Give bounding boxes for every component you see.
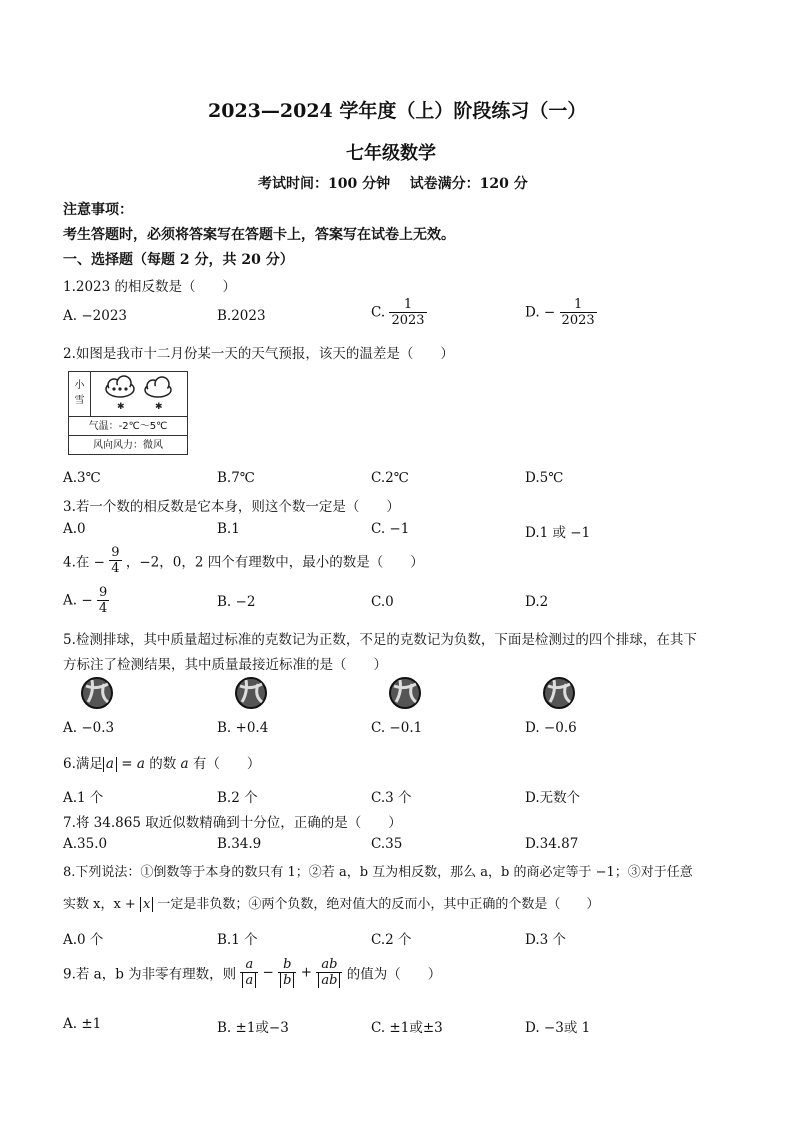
- section-heading: 一、选择题（每题 2 分，共 20 分）: [63, 252, 294, 268]
- q1-option-a: A. −2023: [63, 308, 127, 324]
- q9-f2-denominator: [278, 972, 296, 988]
- weather-condition: [69, 372, 91, 416]
- q8-line2-suffix: 一定是非负数；④两个负数，绝对值大的反而小，其中正确的个数是（ ）: [153, 897, 600, 912]
- q3-option-b: B.1: [217, 521, 240, 537]
- notes-heading: 注意事项：: [63, 202, 133, 218]
- question-6-stem: [63, 752, 260, 772]
- q6-stem-prefix: 6.满足: [63, 756, 103, 772]
- q7-option-d: D.34.87: [525, 836, 579, 852]
- question-3-stem: 3.若一个数的相反数是它本身，则这个数一定是（ ）: [63, 499, 400, 515]
- question-1-stem: 1.2023 的相反数是（ ）: [63, 279, 237, 295]
- q1-c-prefix: C.: [371, 304, 386, 321]
- q9-minus: −: [262, 964, 274, 981]
- q9-plus: +: [300, 964, 313, 981]
- q1-option-b: B.2023: [217, 308, 266, 324]
- q6-option-b: B.2 个: [217, 790, 258, 806]
- q6-var2: a: [180, 756, 189, 772]
- q6-var: a: [136, 756, 145, 772]
- volleyball-icon: [80, 676, 114, 710]
- q6-absolute-value: a: [103, 757, 117, 772]
- q4-a-prefix: A. −: [63, 592, 93, 609]
- q3-option-c: C. −1: [371, 521, 410, 537]
- q8-option-d: D.3 个: [525, 932, 567, 948]
- volleyball-icon: [388, 676, 422, 710]
- q4-option-d: D.2: [525, 594, 549, 610]
- question-4-stem: [63, 545, 424, 576]
- q5-option-a: A. −0.3: [63, 720, 115, 736]
- q9-f1-denominator: [240, 972, 258, 988]
- q9-f3-denominator: [316, 972, 342, 988]
- q5-option-d: D. −0.6: [525, 720, 577, 736]
- question-2-stem: 2.如图是我市十二月份某一天的天气预报，该天的温差是（ ）: [63, 346, 454, 362]
- q9-fraction-3: [316, 957, 342, 988]
- q9-option-c: C. ±1或±3: [371, 1020, 443, 1036]
- weather-forecast-box: [68, 371, 188, 455]
- q9-f3-numerator: ab: [321, 957, 338, 972]
- q4-a-denominator: 4: [98, 601, 108, 616]
- q9-stem-suffix: 的值为（ ）: [346, 966, 442, 983]
- question-8-stem-line2: [63, 893, 599, 912]
- weather-icons: [92, 372, 187, 416]
- q7-option-c: C.35: [371, 836, 403, 852]
- exam-info: 考试时间：100 分钟 试卷满分：120 分: [258, 176, 528, 192]
- q8-option-a: A.0 个: [63, 932, 104, 948]
- q6-option-a: A.1 个: [63, 790, 104, 806]
- svg-text:✱: ✱: [117, 402, 125, 412]
- q1-c-numerator: 1: [403, 297, 413, 312]
- q3-option-d: D.1 或 −1: [525, 525, 591, 541]
- q4-stem-denominator: 4: [111, 561, 120, 576]
- q4-a-numerator: 9: [98, 585, 108, 600]
- q4-stem-suffix: ，−2，0，2 四个有理数中，最小的数是（ ）: [125, 554, 424, 571]
- question-7-stem: 7.将 34.865 取近似数精确到十分位，正确的是（ ）: [63, 815, 402, 831]
- snow-cloud-icon-left: [106, 376, 134, 412]
- volleyball-icon: [542, 676, 576, 710]
- q6-option-d: D.无数个: [525, 790, 581, 806]
- q5-option-c: C. −0.1: [371, 720, 423, 736]
- q9-f2-abs: b: [280, 973, 294, 988]
- q6-option-c: C.3 个: [371, 790, 412, 806]
- q8-line2-prefix: 实数 x，x +: [63, 897, 140, 912]
- q2-option-b: B.7℃: [217, 470, 255, 486]
- page-title: 2023—2024 学年度（上）阶段练习（一）: [208, 100, 587, 122]
- weather-wind: 风向风力：微风: [69, 435, 187, 455]
- question-5-stem-line1: 5.检测排球，其中质量超过标准的克数记为正数，不足的克数记为负数，下面是检测过的四个排球，在其下: [63, 632, 697, 648]
- q1-d-fraction: [560, 297, 597, 328]
- volleyball-icon: [234, 676, 268, 710]
- q1-c-fraction: [389, 297, 426, 328]
- q4-option-a: [63, 585, 109, 616]
- q7-option-b: B.34.9: [217, 836, 262, 852]
- q6-stem-end: 有（ ）: [188, 756, 261, 772]
- q2-option-d: D.5℃: [525, 470, 564, 486]
- svg-text:✱: ✱: [155, 402, 163, 412]
- q9-f3-abs: ab: [318, 973, 340, 988]
- q8-absolute-value: x: [140, 897, 153, 912]
- q7-option-a: A.35.0: [63, 836, 108, 852]
- q9-fraction-1: [240, 957, 258, 988]
- q1-d-prefix: D. −: [525, 304, 556, 321]
- q6-stem-equals: =: [116, 756, 137, 772]
- snow-cloud-icon: [92, 372, 187, 416]
- question-8-stem-line1: 8.下列说法：①倒数等于本身的数只有 1；②若 a，b 互为相反数，那么 a，b 的商必定等于 −1；③对于任意: [63, 865, 693, 880]
- question-5-stem-line2: 方标注了检测结果，其中质量最接近标准的是（ ）: [63, 657, 387, 673]
- q2-option-a: A.3℃: [63, 470, 101, 486]
- q9-option-d: D. −3或 1: [525, 1020, 591, 1036]
- q5-option-b: B. +0.4: [217, 720, 269, 736]
- q9-stem-prefix: 9.若 a，b 为非零有理数，则: [63, 966, 237, 983]
- q1-option-c: [371, 297, 427, 328]
- q4-option-c: C.0: [371, 594, 394, 610]
- q9-option-b: B. ±1或−3: [217, 1020, 289, 1036]
- q9-option-a: A. ±1: [63, 1016, 102, 1032]
- q1-option-d: [525, 297, 597, 328]
- q9-f1-abs: a: [242, 973, 256, 988]
- q9-f1-numerator: a: [245, 957, 254, 972]
- q9-fraction-2: [278, 957, 296, 988]
- q8-option-b: B.1 个: [217, 932, 258, 948]
- q1-d-denominator: 2023: [561, 313, 595, 328]
- q2-option-c: C.2℃: [371, 470, 409, 486]
- q4-stem-prefix: 4.在 −: [63, 554, 105, 571]
- q4-stem-numerator: 9: [111, 545, 120, 560]
- page-subtitle: 七年级数学: [346, 143, 436, 164]
- notes-text: 考生答题时，必须将答案写在答题卡上，答案写在试卷上无效。: [63, 227, 455, 243]
- snow-cloud-icon-right: [145, 377, 171, 412]
- q3-option-a: A.0: [63, 521, 86, 537]
- q4-a-fraction: [97, 585, 109, 616]
- q8-option-c: C.2 个: [371, 932, 412, 948]
- weather-condition-label: 小雪: [74, 380, 85, 406]
- q1-d-numerator: 1: [573, 297, 583, 312]
- q4-stem-fraction: [109, 545, 121, 576]
- q6-stem-suffix: 的数: [144, 756, 181, 772]
- q1-c-denominator: 2023: [391, 313, 425, 328]
- weather-temperature: 气温：-2℃～5℃: [69, 416, 187, 436]
- question-9-stem: [63, 957, 441, 988]
- q4-option-b: B. −2: [217, 594, 256, 610]
- q9-f2-numerator: b: [283, 957, 292, 972]
